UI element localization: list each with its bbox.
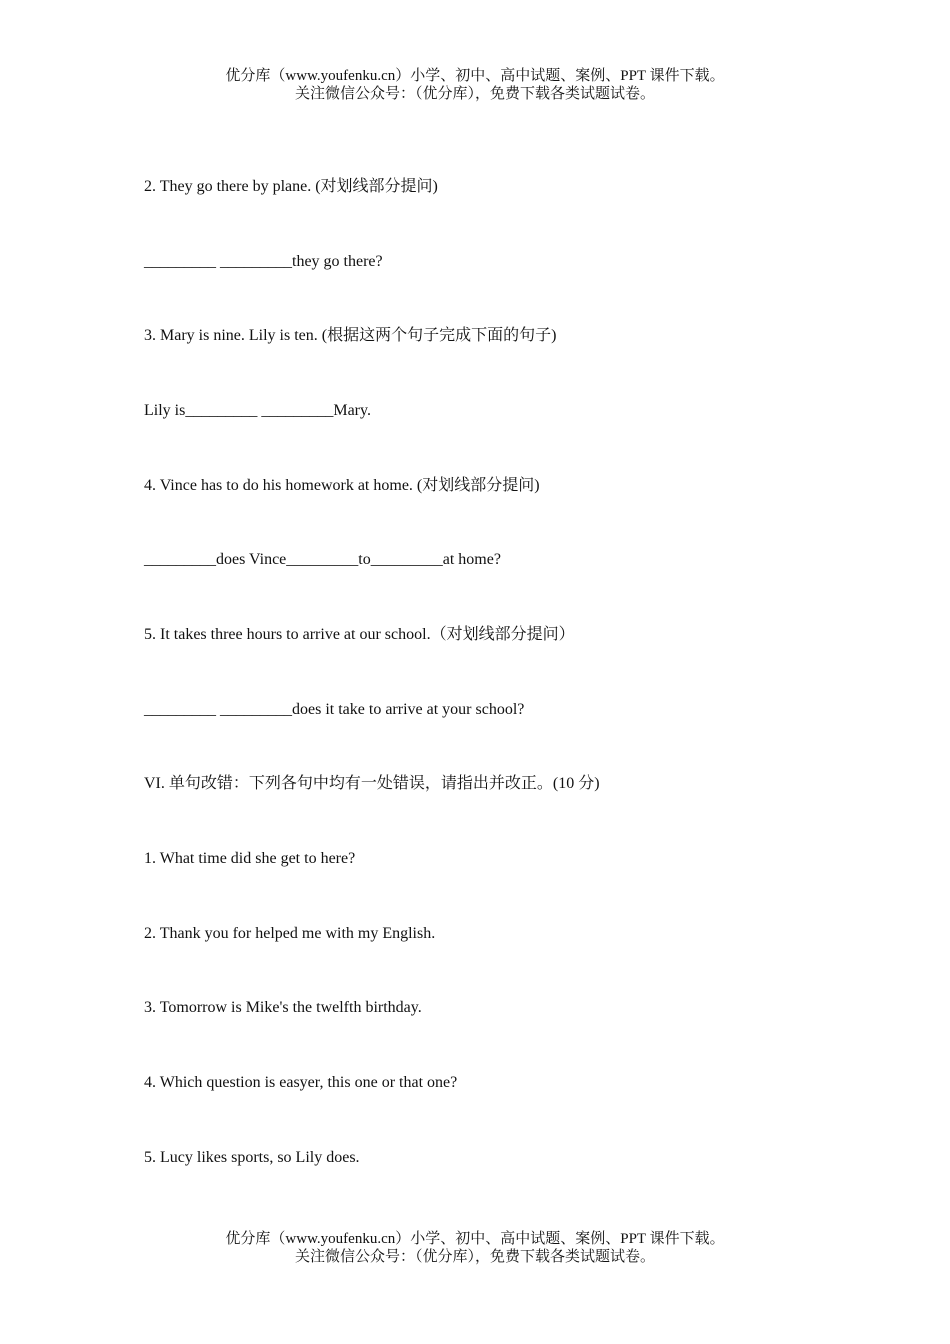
question-2-answer-line: _________ _________they go there? xyxy=(144,253,383,270)
header-line-1: 优分库（www.youfenku.cn）小学、初中、高中试题、案例、PPT 课件下载。 xyxy=(225,68,725,84)
question-5-prompt: 5. It takes three hours to arrive at our school.（对划线部分提问） xyxy=(144,626,575,643)
correction-item-5: 5. Lucy likes sports, so Lily does. xyxy=(144,1149,360,1166)
question-2-prompt: 2. They go there by plane. (对划线部分提问) xyxy=(144,178,438,195)
correction-item-2: 2. Thank you for helped me with my English. xyxy=(144,925,436,942)
question-3-prompt: 3. Mary is nine. Lily is ten. (根据这两个句子完成下面的句子) xyxy=(144,327,557,344)
question-3-answer-line: Lily is_________ _________Mary. xyxy=(144,402,371,419)
footer-line-1: 优分库（www.youfenku.cn）小学、初中、高中试题、案例、PPT 课件下载。 xyxy=(225,1231,725,1247)
page-footer xyxy=(0,1230,950,1266)
correction-item-4: 4. Which question is easyer, this one or that one? xyxy=(144,1074,458,1091)
header-line-2: 关注微信公众号：（优分库），免费下载各类试题试卷。 xyxy=(294,86,655,102)
question-4-prompt: 4. Vince has to do his homework at home. (对划线部分提问) xyxy=(144,477,540,494)
question-4-answer-line: _________does Vince_________to_________at home? xyxy=(144,551,501,568)
correction-item-3: 3. Tomorrow is Mike's the twelfth birthday. xyxy=(144,999,422,1016)
page-header xyxy=(0,67,950,103)
section-vi-heading: VI. 单句改错：下列各句中均有一处错误，请指出并改正。(10 分) xyxy=(144,775,600,792)
question-5-answer-line: _________ _________does it take to arrive at your school? xyxy=(144,701,525,718)
footer-line-2: 关注微信公众号：（优分库），免费下载各类试题试卷。 xyxy=(294,1249,655,1265)
correction-item-1: 1. What time did she get to here? xyxy=(144,850,356,867)
